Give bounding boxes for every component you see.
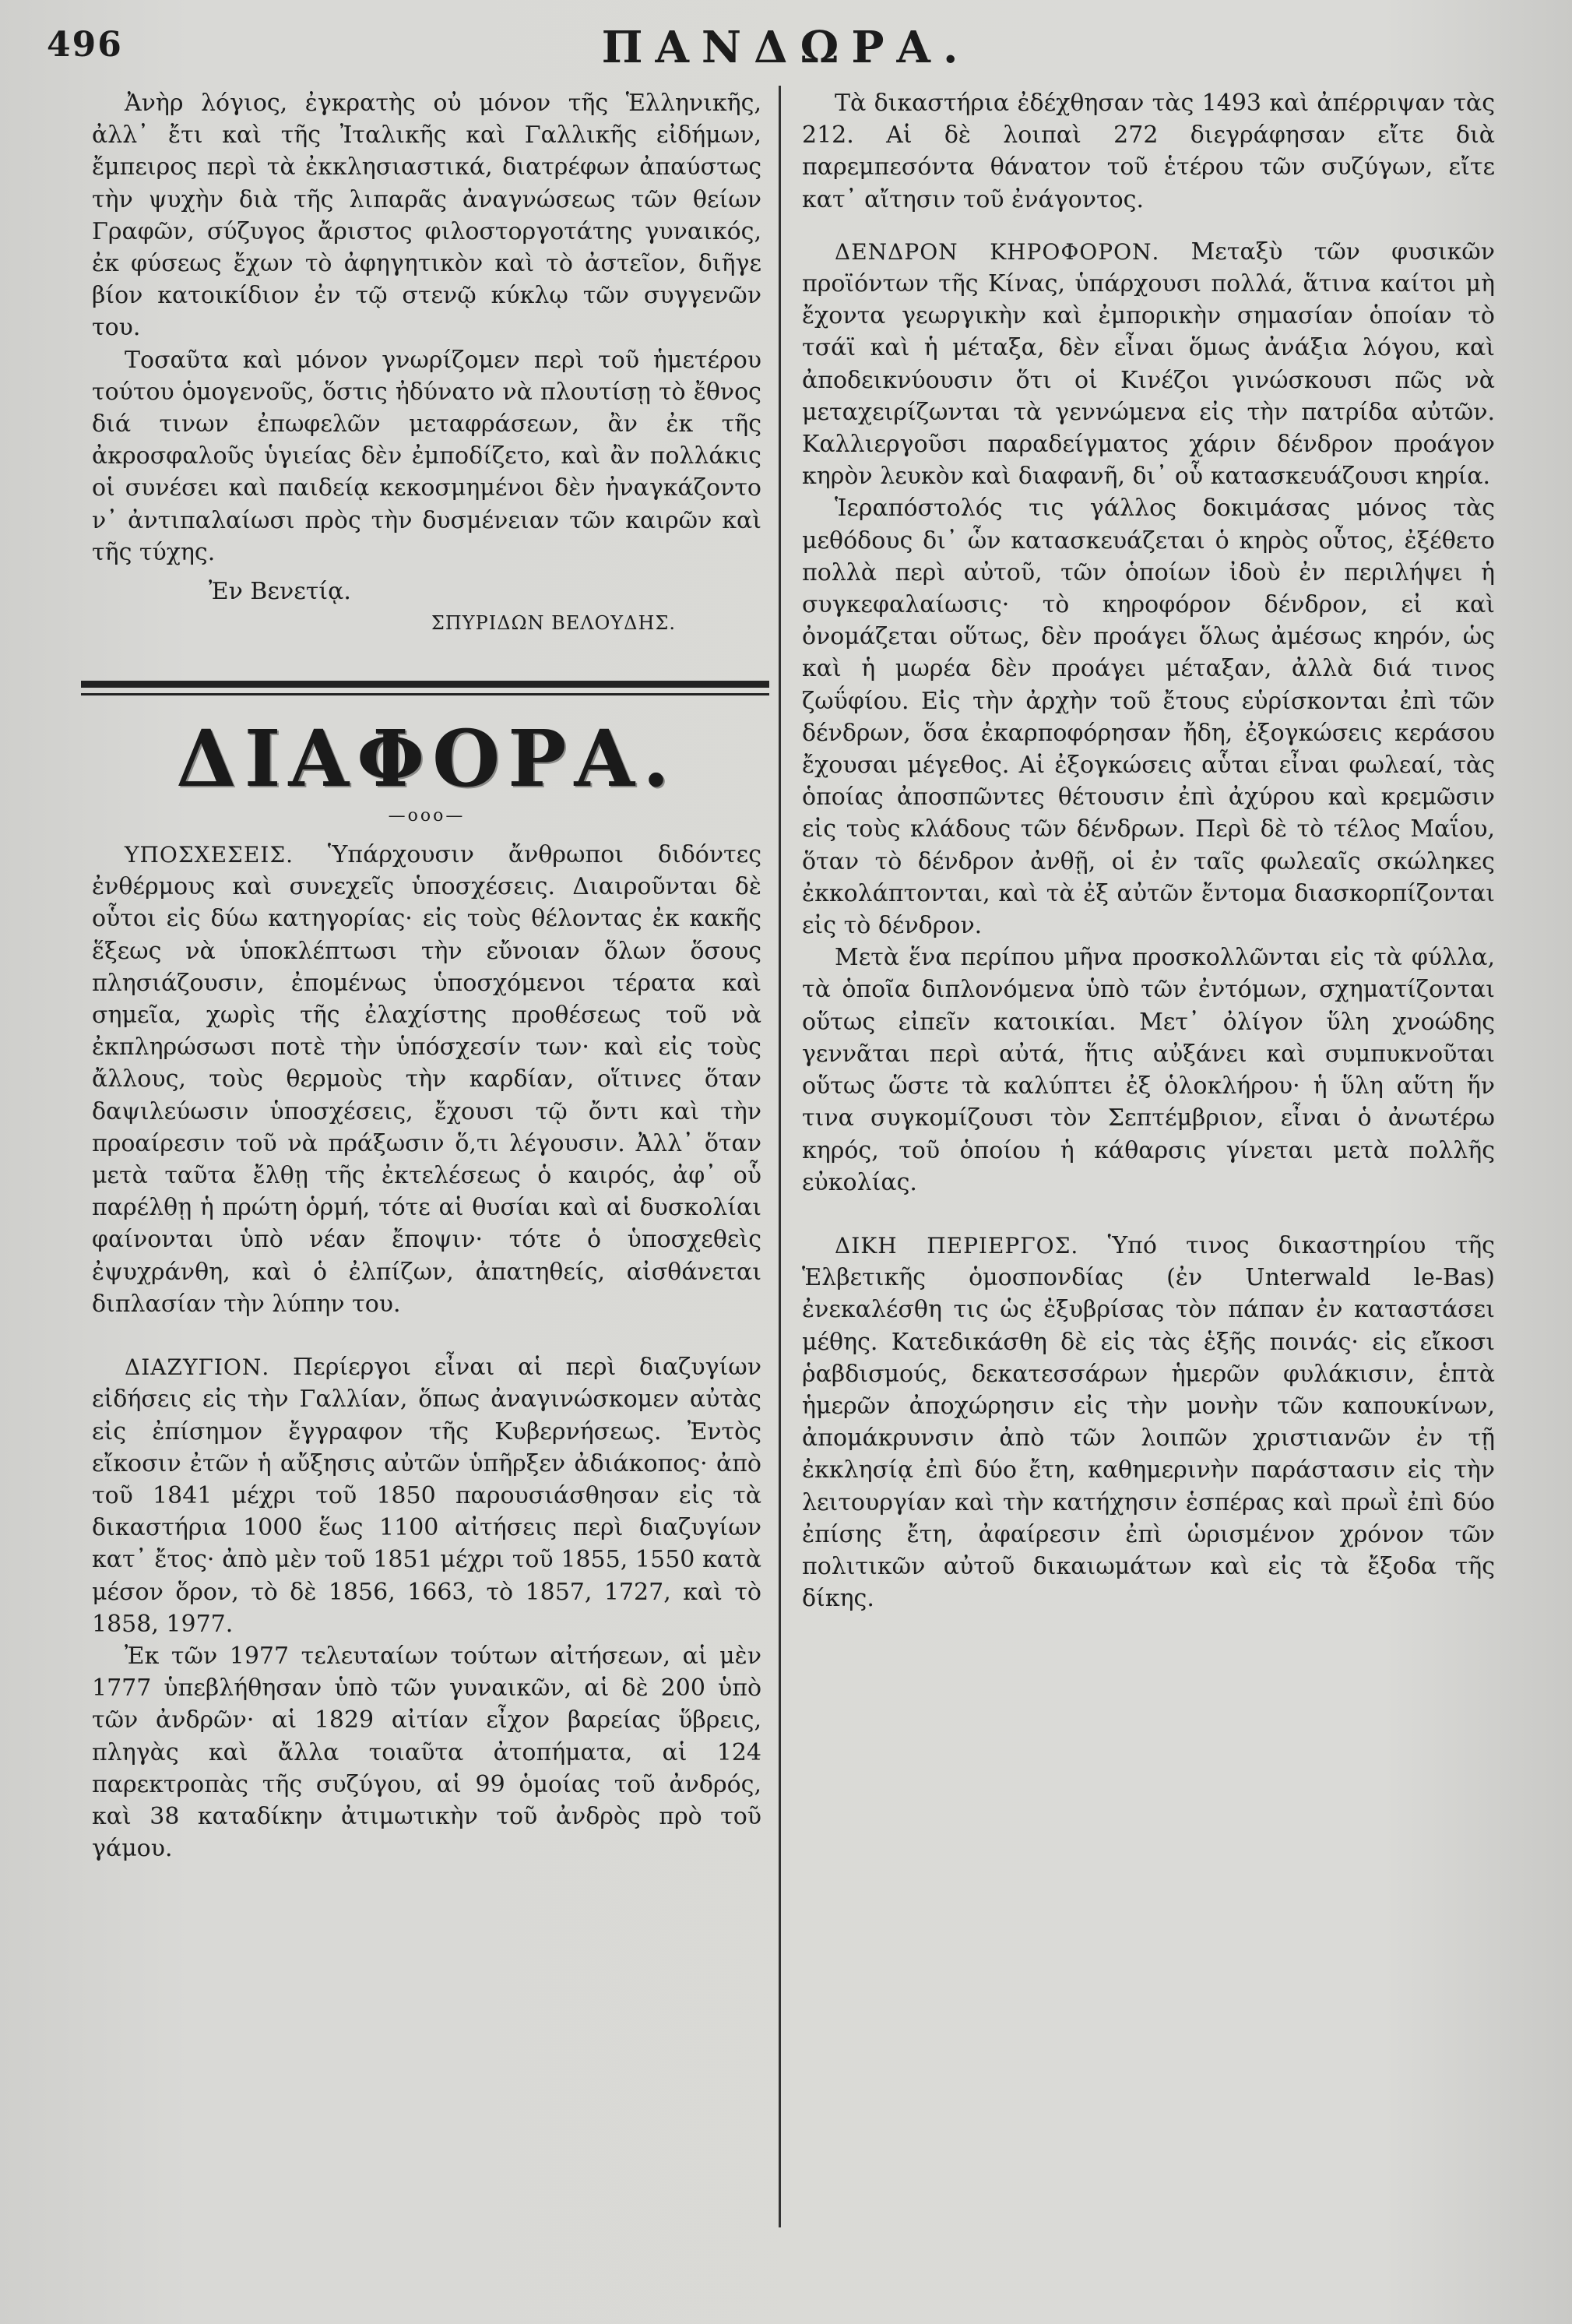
section-rule (81, 681, 769, 695)
page-header (0, 22, 1572, 76)
article-heading: ΔΙΑΖΥΓΙΟΝ. (125, 1354, 270, 1381)
article-paragraph (92, 839, 761, 1320)
article-paragraph (802, 236, 1495, 493)
left-column (92, 87, 761, 1864)
page-number: 496 (47, 25, 123, 65)
article-heading: ΥΠΟΣΧΕΣΕΙΣ. (125, 842, 294, 868)
right-column (802, 87, 1495, 1614)
article-heading: ΔΙΚΗ ΠΕΡΙΕΡΓΟΣ. (835, 1232, 1079, 1259)
article-place: Ἐν Βενετίᾳ. (209, 578, 351, 606)
thick-rule (81, 681, 769, 688)
spacer (802, 216, 1495, 236)
article-text: Μεταξὺ τῶν φυσικῶν προϊόντων τῆς Κίνας, ὑπάρχουσι πολλά, ἅτινα καίτοι μὴ ἔχοντα γεωργικὴν καὶ ἐμπορικὴν σημασίαν ὁποίαν τὸ τσάϊ καὶ ἡ μέταξα, δὲν εἶναι ὅμως ἀνάξια λόγου, καὶ ἀποδεικνύουσιν ὅτι οἱ Κινέζοι γινώσκουσι πῶς νὰ μεταχειρίζωνται τὰ γεννώμενα εἰς τὴν πατρίδα αὐτῶν. Καλλιεργοῦσι παραδείγματος χάριν δένδρον προάγον κηρὸν λευκὸν καὶ διαφανῆ, δι᾽ οὗ κατασκευάζουσι κηρία. (802, 238, 1495, 491)
article-paragraph: Τοσαῦτα καὶ μόνον γνωρίζομεν περὶ τοῦ ἡμετέρου τούτου ὁμογενοῦς, ὅστις ἠδύνατο νὰ πλουτίσῃ τὸ ἔθνος διά τινων ἐπωφελῶν μεταφράσεων, ἂν ἐκ τῆς ἀκροσφαλοῦς ὑγιείας δὲν ἐμποδίζετο, καὶ ἂν πολλάκις οἱ συνέσει καὶ παιδείᾳ κεκοσμημένοι δὲν ἠναγκάζοντο ν᾽ ἀντιπαλαίωσι πρὸς τὴν δυσμένειαν τῶν καιρῶν καὶ τῆς τύχης. (92, 346, 761, 566)
article-paragraph: Τὰ δικαστήρια ἐδέχθησαν τὰς 1493 καὶ ἀπέρριψαν τὰς 212. Αἱ δὲ λοιπαὶ 272 διεγράφησαν εἴτε διὰ παρεμπεσόντα θάνατον τοῦ ἑτέρου τῶν συζύγων, εἴτε κατ᾽ αἴτησιν τοῦ ἐνάγοντος. (802, 90, 1495, 213)
article-signature: ΣΠΥΡΙΔΩΝ ΒΕΛΟΥΔΗΣ. (431, 612, 676, 635)
article-paragraph: Ἱεραπόστολός τις γάλλος δοκιμάσας μόνος τὰς μεθόδους δι᾽ ὧν κατασκευάζεται ὁ κηρὸς οὗτος, ἐξέθετο πολλὰ περὶ αὐτοῦ, τῶν ὁποίων ἰδοὺ ἐν περιλήψει ἡ συγκεφαλαίωσις· τὸ κηροφόρον δένδρον, εἰ καὶ ὀνομάζεται οὕτως, δὲν προάγει ὅλως ἀμέσως κηρόν, ὡς καὶ ἡ μωρέα δὲν προάγει μέταξαν, ἀλλὰ διά τινος ζωΰφίου. Εἰς τὴν ἀρχὴν τοῦ ἔτους εὑρίσκονται ἐπὶ τῶν δένδρων, ὅσα ἐκαρποφόρησαν ἤδη, ἐξογκώσεις κεράσου ἔχουσαι μέγεθος. Αἱ ἐξογκώσεις αὗται εἶναι φωλεαί, τὰς ὁποίας ἀποσπῶντες θέτουσιν ἐπὶ ἀχύρου καὶ κρεμῶσιν εἰς τοὺς κλάδους τῶν δένδρων. Περὶ δὲ τὸ τέλος Μαΐου, ὅταν τὸ δένδρον ἀνθῇ, οἱ ἐν ταῖς φωλεαῖς σκώληκες ἐκκολάπτονται, καὶ τὰ ἐξ αὐτῶν ἔντομα διασκορπίζονται εἰς τὸ δένδρον. (802, 495, 1495, 940)
spacer (92, 1320, 761, 1351)
article-paragraph: Ἀνὴρ λόγιος, ἐγκρατὴς οὐ μόνον τῆς Ἑλληνικῆς, ἀλλ᾽ ἔτι καὶ τῆς Ἰταλικῆς καὶ Γαλλικῆς εἰδήμων, ἔμπειρος περὶ τὰ ἐκκλησιαστικά, διατρέφων ἀπαύστως τὴν ψυχὴν διὰ τῆς λιπαρᾶς ἀναγνώσεως τῶν θείων Γραφῶν, σύζυγος ἄριστος φιλοστοργοτάτης γυναικός, ἐκ φύσεως ἔχων τὸ ἀφηγητικὸν καὶ τὸ ἀστεῖον, διῆγε βίον κατοικίδιον ἐν τῷ στενῷ κύκλῳ τῶν συγγενῶν του. (92, 90, 761, 342)
journal-title: ΠΑΝΔΩΡΑ. (601, 22, 971, 73)
ornament: —ooo— (388, 806, 466, 826)
article-heading: ΔΕΝΔΡΟΝ ΚΗΡΟΦΟΡΟΝ. (835, 238, 1160, 265)
article-paragraph: Ἐκ τῶν 1977 τελευταίων τούτων αἰτήσεων, αἱ μὲν 1777 ὑπεβλήθησαν ὑπὸ τῶν γυναικῶν, αἱ δὲ 200 ὑπὸ τῶν ἀνδρῶν· αἱ 1829 αἰτίαν εἶχον βαρείας ὕβρεις, πληγὰς καὶ ἄλλα τοιαῦτα ἀτοπήματα, αἱ 124 παρεκτροπὰς τῆς συζύγου, αἱ 99 ὁμοίας τοῦ ἀνδρός, καὶ 38 καταδίκην ἀτιμωτικὴν τοῦ ἀνδρὸς πρὸ τοῦ γάμου. (92, 1642, 761, 1863)
article-paragraph (92, 1351, 761, 1640)
section-title: ΔΙΑΦΟΡΑ. (176, 713, 677, 805)
article-text: Ὑπάρχουσιν ἄνθρωποι διδόντες ἐνθέρμους καὶ συνεχεῖς ὑποσχέσεις. Διαιροῦνται δὲ οὗτοι εἰς δύω κατηγορίας· εἰς τοὺς θέλοντας ἐκ κακῆς ἕξεως νὰ ὑποκλέπτωσι τὴν εὔνοιαν ὅλων ὅσους πλησιάζουσιν, ἐπομένως ὑποσχόμενοι τέρατα καὶ σημεῖα, χωρὶς τῆς ἐλαχίστης προθέσεως τοῦ νὰ ἐκπληρώσωσι ποτὲ τὴν ὑπόσχεσίν των· καὶ εἰς τοὺς ἄλλους, τοὺς θερμοὺς τὴν καρδίαν, οἵτινες ὅταν δαψιλεύωσιν ὑποσχέσεις, ἔχουσι τῷ ὄντι καὶ τὴν προαίρεσιν τοῦ νὰ πράξωσιν ὅ,τι λέγουσιν. Ἀλλ᾽ ὅταν μετὰ ταῦτα ἔλθῃ τῆς ἐκτελέσεως ὁ καιρός, ἀφ᾽ οὗ παρέλθῃ ἡ πρώτη ὁρμή, τότε αἱ θυσίαι καὶ αἱ δυσκολίαι φαίνονται ὑπὸ νέαν ἔποψιν· τότε ὁ ὑποσχεθεὶς ἐψυχράνθη, καὶ ὁ ἐλπίζων, ἀπατηθείς, αἰσθάνεται διπλασίαν τὴν λύπην του. (92, 841, 761, 1318)
article-paragraph (802, 1230, 1495, 1614)
column-divider (779, 86, 781, 2227)
spacer (802, 1199, 1495, 1230)
article-text: Περίεργοι εἶναι αἱ περὶ διαζυγίων εἰδήσεις εἰς τὴν Γαλλίαν, ὅπως ἀναγινώσκομεν αὐτὰς εἰς ἐπίσημον ἔγγραφον τῆς Κυβερνήσεως. Ἐντὸς εἴκοσιν ἐτῶν ἡ αὔξησις αὐτῶν ὑπῆρξεν ἀδιάκοπος· ἀπὸ τοῦ 1841 μέχρι τοῦ 1850 παρουσιάσθησαν εἰς τὰ δικαστήρια 1000 ἕως 1100 αἰτήσεις περὶ διαζυγίων κατ᾽ ἔτος· ἀπὸ μὲν τοῦ 1851 μέχρι τοῦ 1855, 1550 κατὰ μέσον ὅρον, τὸ δὲ 1856, 1663, τὸ 1857, 1727, καὶ τὸ 1858, 1977. (92, 1354, 761, 1638)
article-text: Ὑπό τινος δικαστηρίου τῆς Ἑλβετικῆς ὁμοσπονδίας (ἐν Unterwald le-Bas) ἐνεκαλέσθη τις ὡς ἐξυβρίσας τὸν πάπαν ἐν καταστάσει μέθης. Κατεδικάσθη δὲ εἰς τὰς ἑξῆς ποινάς· εἰς εἴκοσι ῥαβδισμούς, δεκατεσσάρων ἡμερῶν φυλάκισιν, ἑπτὰ ἡμερῶν ἀποχώρησιν εἰς τὴν μονὴν τῶν καπουκίνων, ἀπομάκρυνσιν ἀπὸ τῶν λοιπῶν χριστιανῶν ἐν τῇ ἐκκλησίᾳ ἐπὶ δύο ἔτη, καθημερινὴν παράστασιν εἰς τὴν λειτουργίαν καὶ τὴν κατήχησιν ἑσπέρας καὶ πρωῒ ἐπὶ δύο ἐπίσης ἔτη, ἀφαίρεσιν ἐπὶ ὡρισμένον χρόνον τῶν πολιτικῶν αὐτοῦ δικαιωμάτων καὶ εἰς τὰ ἔξοδα τῆς δίκης. (802, 1231, 1495, 1613)
article-paragraph: Μετὰ ἕνα περίπου μῆνα προσκολλῶνται εἰς τὰ φύλλα, τὰ ὁποῖα διπλονόμενα ὑπὸ τῶν ἐντόμων, σχηματίζονται οὕτως εἰπεῖν κατοικίαι. Μετ᾽ ὀλίγον ὕλη χνοώδης γεννᾶται περὶ αὐτά, ἥτις αὐξάνει καὶ συμπυκνοῦται οὕτως ὥστε τὰ καλύπτει ἐξ ὁλοκλήρου· ἡ ὕλη αὕτη ἥν τινα συγκομίζουσι τὸν Σεπτέμβριον, εἶναι ὁ ἀνωτέρω κηρός, τοῦ ὁποίου ἡ κάθαρσις γίνεται μετὰ πολλῆς εὐκολίας. (802, 944, 1495, 1196)
thin-rule (81, 693, 769, 695)
